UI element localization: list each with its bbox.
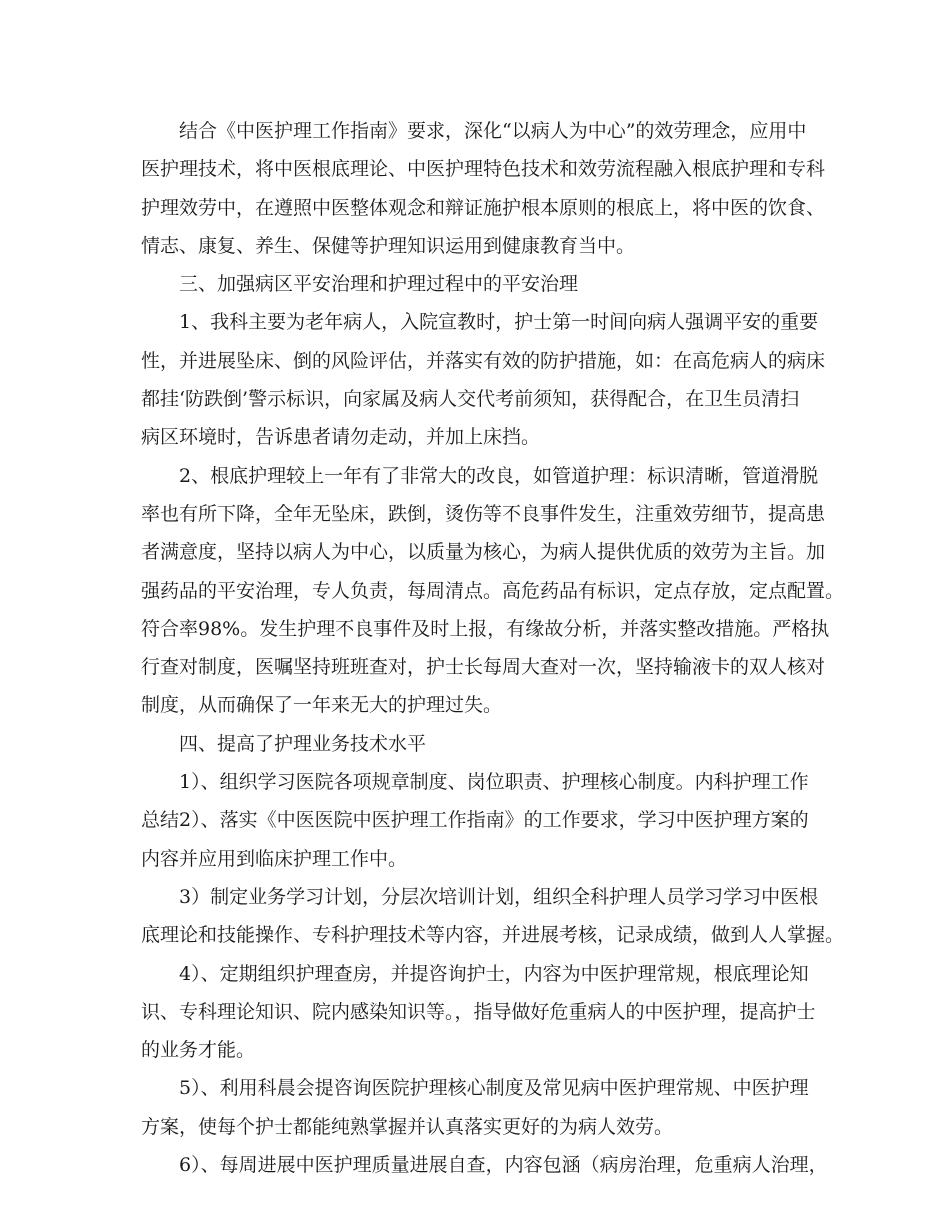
text-line: 者满意度，坚持以病人为中心，以质量为核心，为病人提供优质的效劳为主旨。加 [141, 541, 826, 564]
text-line: 医护理技术，将中医根底理论、中医护理特色技术和效劳流程融入根底护理和专科 [141, 158, 826, 181]
text-line: 符合率98%。发生护理不良事件及时上报，有缘故分析，并落实整改措施。严格执 [141, 617, 830, 640]
text-line: 1）、组织学习医院各项规章制度、岗位职责、护理核心制度。内科护理工作 [179, 771, 809, 794]
text-line: 内容并应用到临床护理工作中。 [141, 847, 408, 870]
text-line: 底理论和技能操作、专科护理技术等内容，并进展考核，记录成绩，做到人人掌握。 [141, 924, 845, 947]
text-line: 都挂‘防跌倒’警示标识，向家属及病人交代考前须知，获得配合，在卫生员清扫 [141, 388, 800, 411]
text-line: 5）、利用科晨会提咨询医院护理核心制度及常见病中医护理常规、中医护理 [179, 1077, 809, 1100]
document-body [141, 112, 845, 1184]
text-line: 情志、康复、养生、保健等护理知识运用到健康教育当中。 [141, 234, 636, 257]
text-line: 三、加强病区平安治理和护理过程中的平安治理 [179, 273, 579, 296]
text-line: 2、根底护理较上一年有了非常大的改良，如管道护理：标识清晰，管道滑脱 [179, 464, 819, 487]
text-line: 制度，从而确保了一年来无大的护理过失。 [141, 694, 503, 717]
text-line: 结合《中医护理工作指南》要求，深化“以病人为中心”的效劳理念，应用中 [179, 120, 807, 142]
text-line: 1、我科主要为老年病人，入院宣教时，护士第一时间向病人强调平安的重要 [179, 311, 819, 334]
text-line: 性，并进展坠床、倒的风险评估，并落实有效的防护措施，如：在高危病人的病床 [141, 349, 826, 372]
text-line: 3）制定业务学习计划，分层次培训计划，组织全科护理人员学习学习中医根 [179, 885, 819, 908]
text-line: 强药品的平安治理，专人负责，每周清点。高危药品有标识，定点存放，定点配置。 [141, 579, 845, 602]
text-line: 病区环境时，告诉患者请勿走动，并加上床挡。 [141, 426, 541, 449]
text-line: 方案，使每个护士都能纯熟掌握并认真落实更好的为病人效劳。 [141, 1115, 674, 1138]
text-line: 4）、定期组织护理查房，并提咨询护士，内容为中医护理常规，根底理论知 [179, 962, 809, 985]
text-line: 护理效劳中，在遵照中医整体观念和辩证施护根本原则的根底上，将中医的饮食、 [141, 196, 826, 219]
text-line: 率也有所下降，全年无坠床，跌倒，烫伤等不良事件发生，注重效劳细节，提高患 [141, 502, 826, 525]
text-line: 行查对制度，医嘱坚持班班查对，护士长每周大查对一次，坚持输液卡的双人核对 [141, 656, 826, 679]
text-line: 识、专科理论知识、院内感染知识等。，指导做好危重病人的中医护理，提高护士 [141, 1000, 816, 1023]
text-line: 四、提高了护理业务技术水平 [179, 732, 427, 755]
text-line: 的业务才能。 [141, 1039, 256, 1062]
text-line: 6）、每周进展中医护理质量进展自查，内容包涵（病房治理，危重病人治理， [179, 1154, 828, 1177]
text-line: 总结2）、落实《中医医院中医护理工作指南》的工作要求，学习中医护理方案的 [141, 809, 809, 832]
